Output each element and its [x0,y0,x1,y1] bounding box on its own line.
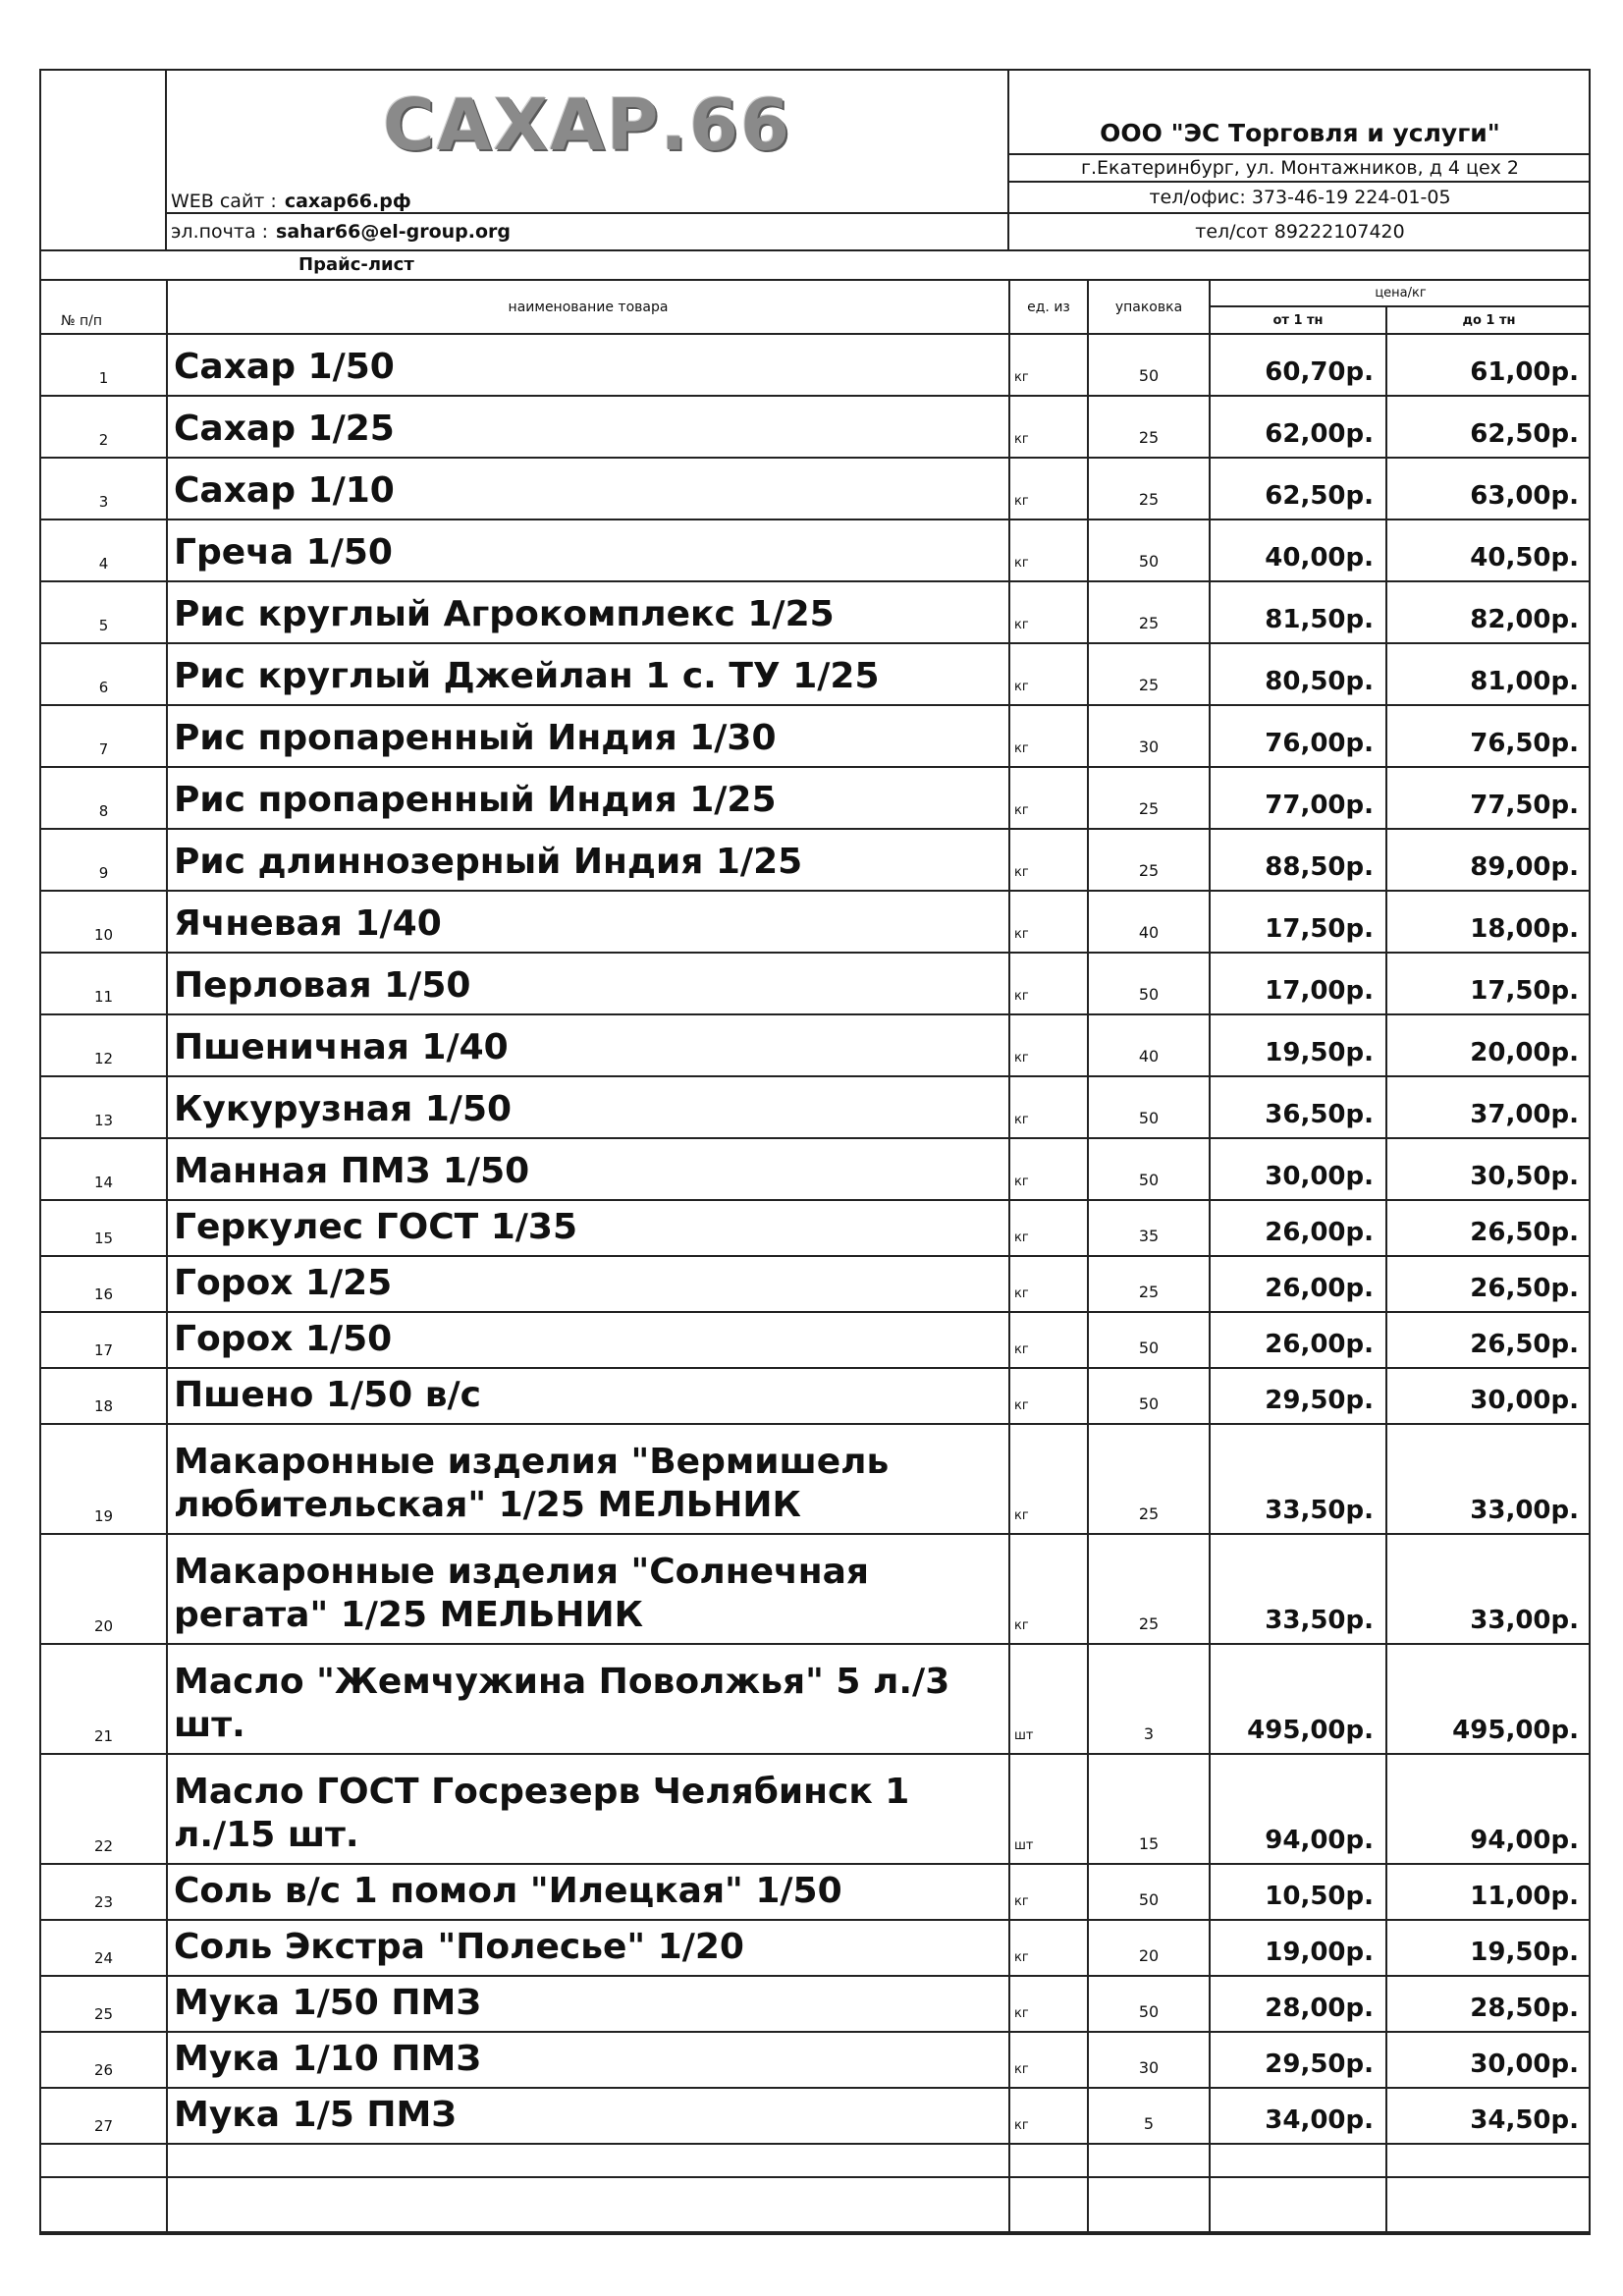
row-number: 2 [41,396,167,458]
table-row [41,458,1591,519]
table-row [41,1076,1591,1138]
package-size: 50 [1088,334,1210,396]
unit: кг [1009,953,1088,1014]
unit: кг [1009,1312,1088,1368]
package-size: 5 [1088,2088,1210,2144]
price-list-sheet [39,69,1591,2235]
unit: кг [1009,1076,1088,1138]
product-name: Перловая 1/50 [167,953,1009,1014]
row-number: 4 [41,519,167,581]
row-number: 22 [41,1754,167,1864]
unit: кг [1009,1014,1088,1076]
price-to-1t: 81,00р. [1386,643,1591,705]
price-to-1t: 19,50р. [1386,1920,1591,1976]
header-num: № п/п [41,281,167,334]
table-row [41,1864,1591,1920]
email-row [167,214,1007,249]
table-row [41,2088,1591,2144]
empty-cell [41,2177,167,2232]
website-row [167,179,1007,214]
price-table [41,281,1591,2233]
price-to-1t: 82,00р. [1386,581,1591,643]
row-number: 10 [41,891,167,953]
row-number: 5 [41,581,167,643]
row-number: 8 [41,767,167,829]
email-label: эл.почта : [171,221,269,243]
package-size: 25 [1088,1534,1210,1644]
empty-row [41,2144,1591,2177]
unit: кг [1009,1424,1088,1534]
price-to-1t: 20,00р. [1386,1014,1591,1076]
table-row [41,1200,1591,1256]
empty-cell [1009,2177,1088,2232]
price-to-1t: 34,50р. [1386,2088,1591,2144]
header-right [1009,71,1591,249]
table-row [41,396,1591,458]
unit: кг [1009,1138,1088,1200]
product-name: Сахар 1/10 [167,458,1009,519]
company-logo: САХАР.66 [382,83,792,166]
table-row [41,891,1591,953]
unit: шт [1009,1754,1088,1864]
price-from-1t: 94,00р. [1210,1754,1386,1864]
price-to-1t: 30,00р. [1386,1368,1591,1424]
row-number: 6 [41,643,167,705]
row-number: 9 [41,829,167,891]
package-size: 30 [1088,2032,1210,2088]
table-row [41,1754,1591,1864]
price-to-1t: 40,50р. [1386,519,1591,581]
product-name: Пшеничная 1/40 [167,1014,1009,1076]
table-row [41,705,1591,767]
header-empty-cell [41,71,167,249]
product-name: Пшено 1/50 в/с [167,1368,1009,1424]
product-name: Греча 1/50 [167,519,1009,581]
row-number: 21 [41,1644,167,1754]
price-to-1t: 18,00р. [1386,891,1591,953]
product-name: Масло "Жемчужина Поволжья" 5 л./3 шт. [167,1644,1009,1754]
package-size: 50 [1088,1864,1210,1920]
unit: шт [1009,1644,1088,1754]
header-price: цена/кг [1210,281,1591,306]
package-size: 25 [1088,767,1210,829]
unit: кг [1009,1534,1088,1644]
price-to-1t: 94,00р. [1386,1754,1591,1864]
table-row [41,1976,1591,2032]
price-from-1t: 26,00р. [1210,1200,1386,1256]
empty-cell [1210,2177,1386,2232]
empty-cell [1210,2144,1386,2177]
row-number: 1 [41,334,167,396]
unit: кг [1009,396,1088,458]
price-from-1t: 80,50р. [1210,643,1386,705]
package-size: 25 [1088,1424,1210,1534]
row-number: 15 [41,1200,167,1256]
row-number: 18 [41,1368,167,1424]
header-center [167,71,1009,249]
unit: кг [1009,1200,1088,1256]
price-to-1t: 17,50р. [1386,953,1591,1014]
price-from-1t: 17,00р. [1210,953,1386,1014]
price-list-title: Прайс-лист [298,254,414,275]
office-phone: тел/офис: 373-46-19 224-01-05 [1009,183,1591,214]
company-name: ООО "ЭС Торговля и услуги" [1009,71,1591,155]
header-price-from: от 1 тн [1210,306,1386,334]
empty-cell [167,2177,1009,2232]
package-size: 20 [1088,1920,1210,1976]
header-pack: упаковка [1088,281,1210,334]
table-row [41,1644,1591,1754]
header-block [41,71,1589,251]
price-from-1t: 28,00р. [1210,1976,1386,2032]
price-from-1t: 34,00р. [1210,2088,1386,2144]
table-row [41,829,1591,891]
row-number: 16 [41,1256,167,1312]
package-size: 50 [1088,1076,1210,1138]
unit: кг [1009,1256,1088,1312]
header-unit: ед. из [1009,281,1088,334]
product-name: Рис круглый Джейлан 1 с. ТУ 1/25 [167,643,1009,705]
unit: кг [1009,643,1088,705]
unit: кг [1009,705,1088,767]
price-to-1t: 63,00р. [1386,458,1591,519]
product-name: Макаронные изделия "Вермишель любительская" 1/25 МЕЛЬНИК [167,1424,1009,1534]
website-link[interactable]: сахар66.рф [284,191,411,212]
price-from-1t: 33,50р. [1210,1534,1386,1644]
product-name: Мука 1/10 ПМЗ [167,2032,1009,2088]
row-number: 17 [41,1312,167,1368]
package-size: 25 [1088,458,1210,519]
product-name: Ячневая 1/40 [167,891,1009,953]
logo-area [167,71,1007,179]
table-row [41,767,1591,829]
price-to-1t: 33,00р. [1386,1534,1591,1644]
product-name: Сахар 1/50 [167,334,1009,396]
price-from-1t: 40,00р. [1210,519,1386,581]
price-to-1t: 37,00р. [1386,1076,1591,1138]
product-name: Рис длиннозерный Индия 1/25 [167,829,1009,891]
package-size: 35 [1088,1200,1210,1256]
empty-cell [41,2144,167,2177]
package-size: 50 [1088,519,1210,581]
price-to-1t: 77,50р. [1386,767,1591,829]
company-address: г.Екатеринбург, ул. Монтажников, д 4 цех 2 [1009,155,1591,183]
row-number: 26 [41,2032,167,2088]
table-row [41,643,1591,705]
product-name: Масло ГОСТ Госрезерв Челябинск 1 л./15 шт. [167,1754,1009,1864]
unit: кг [1009,1864,1088,1920]
row-number: 7 [41,705,167,767]
price-to-1t: 62,50р. [1386,396,1591,458]
price-from-1t: 88,50р. [1210,829,1386,891]
product-name: Мука 1/5 ПМЗ [167,2088,1009,2144]
table-row [41,1368,1591,1424]
price-from-1t: 10,50р. [1210,1864,1386,1920]
price-to-1t: 30,00р. [1386,2032,1591,2088]
package-size: 15 [1088,1754,1210,1864]
price-from-1t: 29,50р. [1210,2032,1386,2088]
empty-cell [1386,2144,1591,2177]
product-name: Кукурузная 1/50 [167,1076,1009,1138]
price-to-1t: 11,00р. [1386,1864,1591,1920]
unit: кг [1009,1368,1088,1424]
website-label: WEB сайт : [171,191,277,212]
price-from-1t: 81,50р. [1210,581,1386,643]
price-from-1t: 60,70р. [1210,334,1386,396]
product-name: Горох 1/25 [167,1256,1009,1312]
table-row [41,1312,1591,1368]
unit: кг [1009,829,1088,891]
package-size: 50 [1088,953,1210,1014]
empty-cell [1088,2144,1210,2177]
row-number: 25 [41,1976,167,2032]
price-from-1t: 26,00р. [1210,1256,1386,1312]
row-number: 20 [41,1534,167,1644]
product-name: Соль в/с 1 помол "Илецкая" 1/50 [167,1864,1009,1920]
package-size: 50 [1088,1312,1210,1368]
package-size: 25 [1088,581,1210,643]
table-row [41,2032,1591,2088]
table-body [41,334,1591,2232]
mobile-phone: тел/сот 89222107420 [1195,221,1405,243]
price-from-1t: 495,00р. [1210,1644,1386,1754]
price-to-1t: 30,50р. [1386,1138,1591,1200]
package-size: 25 [1088,396,1210,458]
row-number: 23 [41,1864,167,1920]
price-from-1t: 77,00р. [1210,767,1386,829]
unit: кг [1009,1976,1088,2032]
price-to-1t: 495,00р. [1386,1644,1591,1754]
price-to-1t: 76,50р. [1386,705,1591,767]
table-row [41,953,1591,1014]
package-size: 50 [1088,1976,1210,2032]
product-name: Манная ПМЗ 1/50 [167,1138,1009,1200]
row-number: 24 [41,1920,167,1976]
price-from-1t: 26,00р. [1210,1312,1386,1368]
unit: кг [1009,2032,1088,2088]
unit: кг [1009,334,1088,396]
price-list-title-row [41,251,1589,281]
email-link[interactable]: sahar66@el-group.org [276,221,512,243]
table-row [41,1014,1591,1076]
table-row [41,334,1591,396]
row-number: 14 [41,1138,167,1200]
package-size: 25 [1088,643,1210,705]
table-row [41,1534,1591,1644]
price-to-1t: 26,50р. [1386,1312,1591,1368]
package-size: 3 [1088,1644,1210,1754]
package-size: 25 [1088,1256,1210,1312]
table-header-row [41,281,1591,306]
price-to-1t: 61,00р. [1386,334,1591,396]
table-row [41,519,1591,581]
product-name: Горох 1/50 [167,1312,1009,1368]
table-row [41,1256,1591,1312]
empty-cell [1009,2144,1088,2177]
price-from-1t: 30,00р. [1210,1138,1386,1200]
price-from-1t: 33,50р. [1210,1424,1386,1534]
table-row [41,1920,1591,1976]
package-size: 30 [1088,705,1210,767]
price-from-1t: 19,00р. [1210,1920,1386,1976]
row-number: 27 [41,2088,167,2144]
row-number: 3 [41,458,167,519]
row-number: 19 [41,1424,167,1534]
header-price-to: до 1 тн [1386,306,1591,334]
product-name: Макаронные изделия "Солнечная регата" 1/25 МЕЛЬНИК [167,1534,1009,1644]
product-name: Рис пропаренный Индия 1/30 [167,705,1009,767]
empty-cell [167,2144,1009,2177]
price-from-1t: 62,00р. [1210,396,1386,458]
price-from-1t: 19,50р. [1210,1014,1386,1076]
price-to-1t: 33,00р. [1386,1424,1591,1534]
unit: кг [1009,767,1088,829]
unit: кг [1009,891,1088,953]
empty-row [41,2177,1591,2232]
price-from-1t: 17,50р. [1210,891,1386,953]
unit: кг [1009,458,1088,519]
row-number: 12 [41,1014,167,1076]
header-name: наименование товара [167,281,1009,334]
product-name: Рис пропаренный Индия 1/25 [167,767,1009,829]
row-number: 11 [41,953,167,1014]
product-name: Рис круглый Агрокомплекс 1/25 [167,581,1009,643]
price-to-1t: 26,50р. [1386,1200,1591,1256]
table-row [41,581,1591,643]
price-to-1t: 28,50р. [1386,1976,1591,2032]
row-number: 13 [41,1076,167,1138]
price-to-1t: 89,00р. [1386,829,1591,891]
product-name: Мука 1/50 ПМЗ [167,1976,1009,2032]
unit: кг [1009,1920,1088,1976]
price-from-1t: 29,50р. [1210,1368,1386,1424]
unit: кг [1009,2088,1088,2144]
unit: кг [1009,581,1088,643]
package-size: 40 [1088,1014,1210,1076]
price-from-1t: 76,00р. [1210,705,1386,767]
empty-cell [1386,2177,1591,2232]
product-name: Соль Экстра "Полесье" 1/20 [167,1920,1009,1976]
package-size: 50 [1088,1368,1210,1424]
price-from-1t: 36,50р. [1210,1076,1386,1138]
product-name: Геркулес ГОСТ 1/35 [167,1200,1009,1256]
package-size: 25 [1088,829,1210,891]
price-to-1t: 26,50р. [1386,1256,1591,1312]
empty-cell [1088,2177,1210,2232]
price-from-1t: 62,50р. [1210,458,1386,519]
product-name: Сахар 1/25 [167,396,1009,458]
table-row [41,1138,1591,1200]
package-size: 40 [1088,891,1210,953]
unit: кг [1009,519,1088,581]
table-row [41,1424,1591,1534]
package-size: 50 [1088,1138,1210,1200]
